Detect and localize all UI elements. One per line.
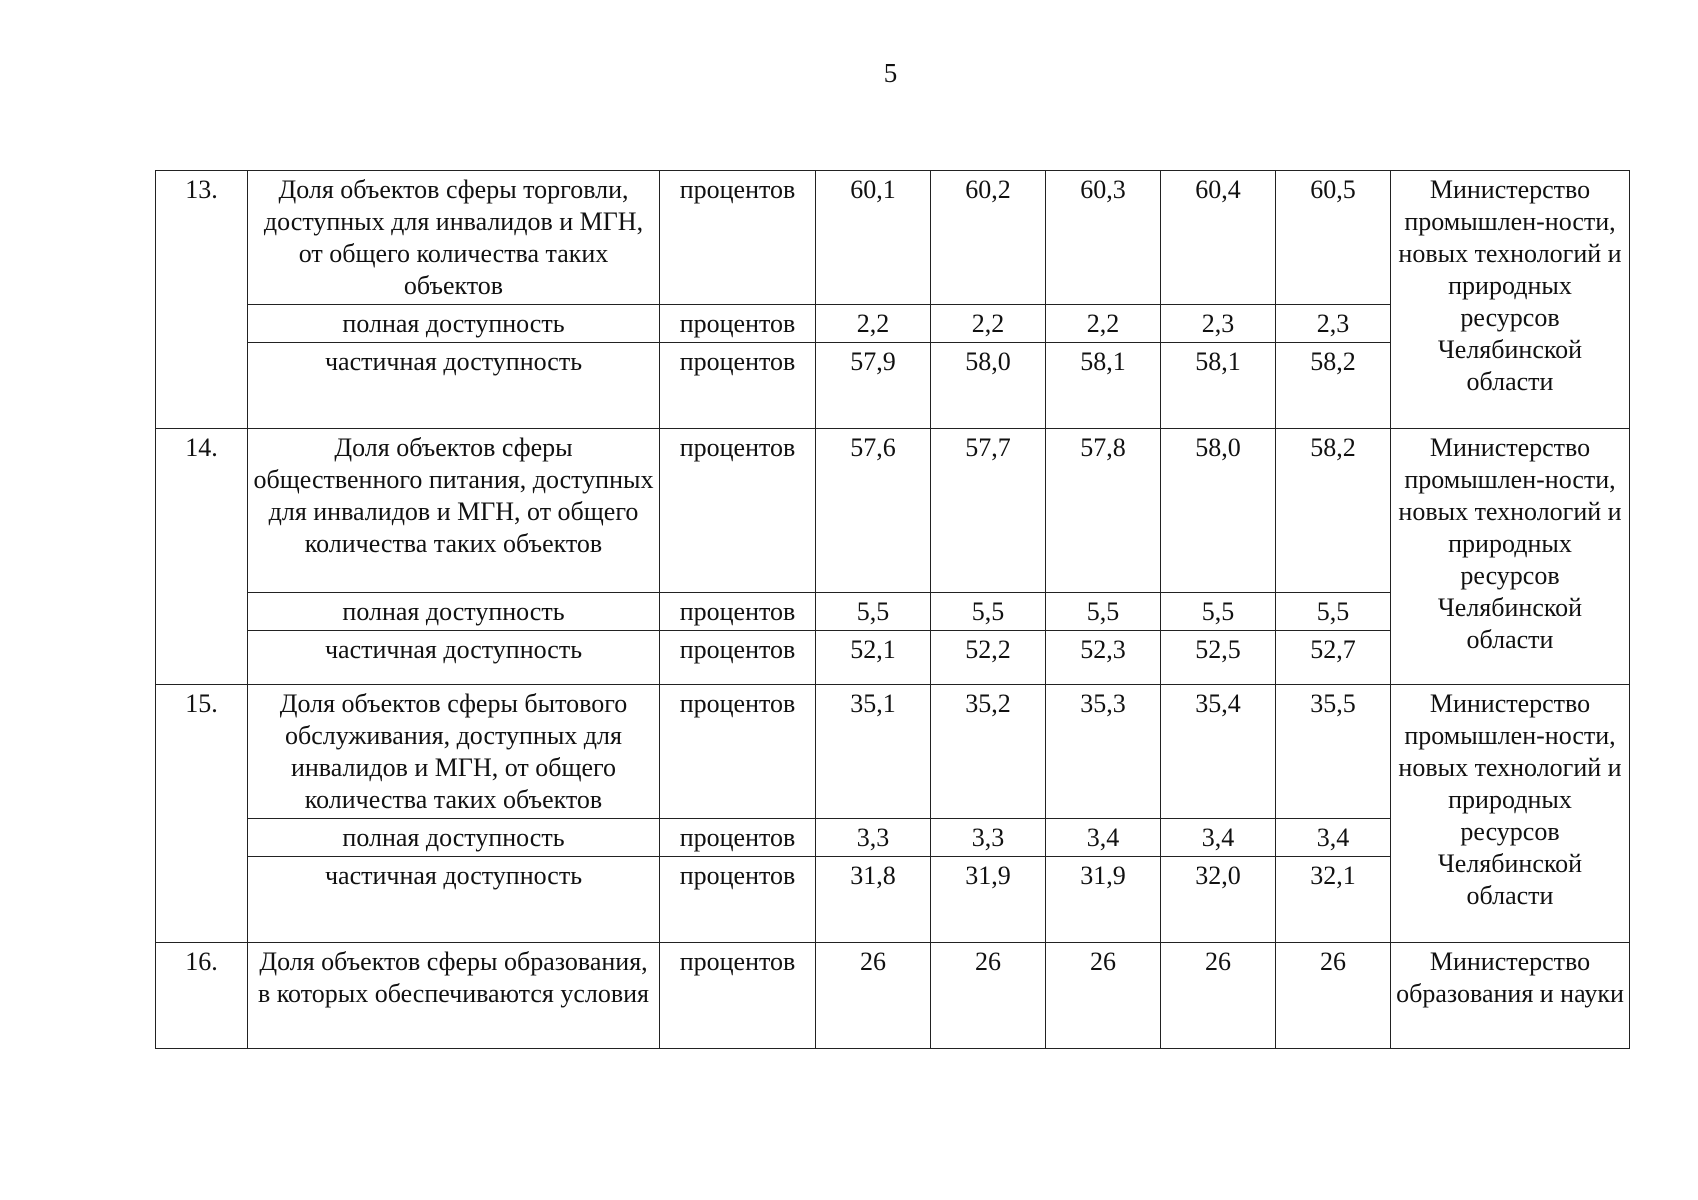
value-cell: 57,9	[816, 343, 931, 429]
unit-cell: процентов	[660, 429, 816, 593]
table-row	[156, 943, 1630, 1049]
value-cell: 5,5	[1276, 593, 1391, 631]
value-cell: 60,4	[1161, 171, 1276, 305]
unit-cell: процентов	[660, 171, 816, 305]
value-cell: 31,9	[1046, 857, 1161, 943]
value-cell: 35,4	[1161, 685, 1276, 819]
indicator-description: Доля объектов сферы торговли, доступных для инвалидов и МГН, от общего количества таких объектов	[248, 171, 660, 305]
row-number: 16.	[156, 943, 248, 1049]
indicator-description: Доля объектов сферы бытового обслуживания, доступных для инвалидов и МГН, от общего количества таких объектов	[248, 685, 660, 819]
row-number: 13.	[156, 171, 248, 429]
value-cell: 3,4	[1046, 819, 1161, 857]
value-cell: 5,5	[931, 593, 1046, 631]
value-cell: 2,2	[1046, 305, 1161, 343]
unit-cell: процентов	[660, 943, 816, 1049]
value-cell: 60,3	[1046, 171, 1161, 305]
unit-cell: процентов	[660, 631, 816, 685]
value-cell: 58,2	[1276, 343, 1391, 429]
value-cell: 57,7	[931, 429, 1046, 593]
value-cell: 58,0	[1161, 429, 1276, 593]
value-cell: 5,5	[816, 593, 931, 631]
value-cell: 35,2	[931, 685, 1046, 819]
value-cell: 60,5	[1276, 171, 1391, 305]
value-cell: 32,1	[1276, 857, 1391, 943]
value-cell: 52,1	[816, 631, 931, 685]
subrow-label: частичная доступность	[248, 631, 660, 685]
value-cell: 2,2	[931, 305, 1046, 343]
value-cell: 52,5	[1161, 631, 1276, 685]
value-cell: 2,3	[1276, 305, 1391, 343]
value-cell: 2,3	[1161, 305, 1276, 343]
unit-cell: процентов	[660, 343, 816, 429]
value-cell: 3,3	[816, 819, 931, 857]
value-cell: 58,1	[1161, 343, 1276, 429]
indicator-description: Доля объектов сферы общественного питания, доступных для инвалидов и МГН, от общего количества таких объектов	[248, 429, 660, 593]
subrow-label: частичная доступность	[248, 343, 660, 429]
subrow-label: частичная доступность	[248, 857, 660, 943]
value-cell: 26	[1161, 943, 1276, 1049]
value-cell: 5,5	[1046, 593, 1161, 631]
row-number: 15.	[156, 685, 248, 943]
value-cell: 31,9	[931, 857, 1046, 943]
value-cell: 26	[1046, 943, 1161, 1049]
value-cell: 3,3	[931, 819, 1046, 857]
value-cell: 58,2	[1276, 429, 1391, 593]
value-cell: 31,8	[816, 857, 931, 943]
indicator-description: Доля объектов сферы образования, в которых обеспечиваются условия	[248, 943, 660, 1049]
unit-cell: процентов	[660, 857, 816, 943]
page-number: 5	[883, 58, 898, 88]
value-cell: 5,5	[1161, 593, 1276, 631]
value-cell: 3,4	[1161, 819, 1276, 857]
subrow-label: полная доступность	[248, 819, 660, 857]
unit-cell: процентов	[660, 305, 816, 343]
table-row	[156, 429, 1630, 593]
value-cell: 35,5	[1276, 685, 1391, 819]
value-cell: 57,6	[816, 429, 931, 593]
value-cell: 26	[931, 943, 1046, 1049]
value-cell: 32,0	[1161, 857, 1276, 943]
responsible-cell: Министерство промышлен-ности, новых технологий и природных ресурсов Челябинской области	[1391, 171, 1630, 429]
unit-cell: процентов	[660, 685, 816, 819]
responsible-cell: Министерство промышлен-ности, новых технологий и природных ресурсов Челябинской области	[1391, 685, 1630, 943]
value-cell: 52,7	[1276, 631, 1391, 685]
responsible-cell: Министерство образования и науки	[1391, 943, 1630, 1049]
value-cell: 60,2	[931, 171, 1046, 305]
value-cell: 26	[1276, 943, 1391, 1049]
responsible-cell: Министерство промышлен-ности, новых технологий и природных ресурсов Челябинской области	[1391, 429, 1630, 685]
row-number: 14.	[156, 429, 248, 685]
value-cell: 2,2	[816, 305, 931, 343]
subrow-label: полная доступность	[248, 593, 660, 631]
value-cell: 58,1	[1046, 343, 1161, 429]
value-cell: 52,2	[931, 631, 1046, 685]
value-cell: 35,3	[1046, 685, 1161, 819]
value-cell: 35,1	[816, 685, 931, 819]
unit-cell: процентов	[660, 593, 816, 631]
unit-cell: процентов	[660, 819, 816, 857]
value-cell: 60,1	[816, 171, 931, 305]
indicators-table	[155, 170, 1630, 1049]
table-row	[156, 171, 1630, 305]
value-cell: 52,3	[1046, 631, 1161, 685]
value-cell: 3,4	[1276, 819, 1391, 857]
value-cell: 58,0	[931, 343, 1046, 429]
table-row	[156, 685, 1630, 819]
subrow-label: полная доступность	[248, 305, 660, 343]
value-cell: 26	[816, 943, 931, 1049]
value-cell: 57,8	[1046, 429, 1161, 593]
